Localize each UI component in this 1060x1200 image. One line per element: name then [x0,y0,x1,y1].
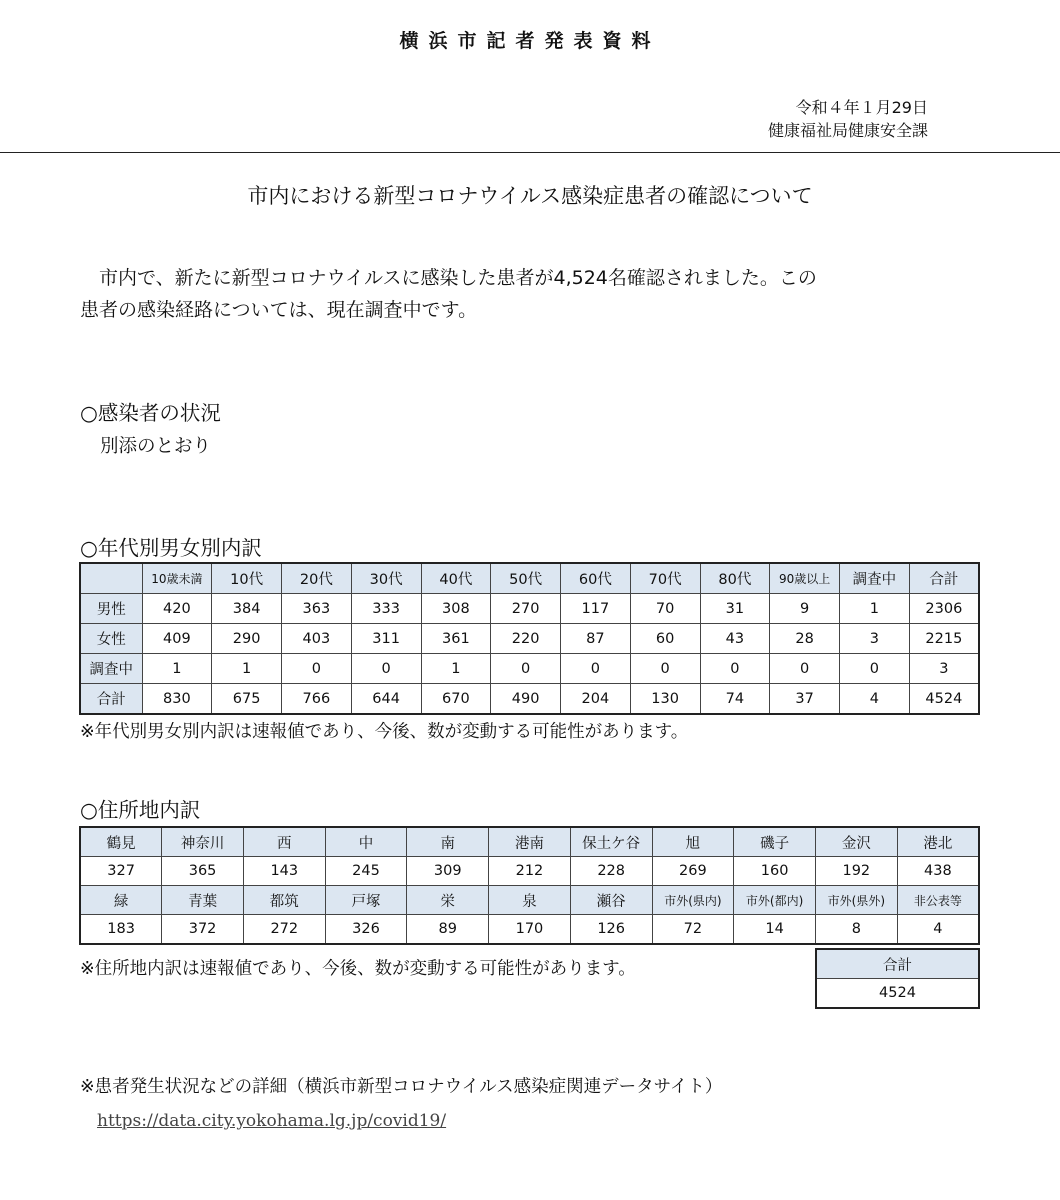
ward-count: 183 [80,915,162,945]
header-divider [0,152,1060,153]
total-label: 合計 [816,949,979,979]
column-header: 70代 [630,563,700,594]
table-cell: 1 [142,654,212,684]
ward-label: 鶴見 [80,827,162,857]
table-cell: 1 [212,654,282,684]
age-breakdown-note: ※年代別男女別内訳は速報値であり、今後、数が変動する可能性があります。 [80,722,689,742]
ward-label: 市外(県内) [652,886,734,915]
ward-count: 272 [243,915,325,945]
column-header: 10歳未満 [142,563,212,594]
age-table-header-row [80,563,979,594]
ward-count: 160 [734,857,816,886]
table-cell: 37 [770,684,840,715]
table-cell: 220 [491,624,561,654]
table-cell: 0 [491,654,561,684]
ward-label: 市外(県外) [815,886,897,915]
table-row [80,624,979,654]
table-cell: 28 [770,624,840,654]
table-cell: 644 [351,684,421,715]
ward-label: 磯子 [734,827,816,857]
ward-count: 170 [489,915,571,945]
department-name: 健康福祉局健康安全課 [767,121,928,140]
ward-count: 212 [489,857,571,886]
table-cell: 384 [212,594,282,624]
infected-status-heading: ○感染者の状況 [80,401,221,425]
ward-count: 126 [570,915,652,945]
column-header: 調査中 [840,563,910,594]
ward-label: 旭 [652,827,734,857]
table-cell: 87 [561,624,631,654]
table-cell: 363 [282,594,352,624]
table-cell: 117 [561,594,631,624]
table-cell: 43 [700,624,770,654]
table-cell: 0 [351,654,421,684]
table-cell: 74 [700,684,770,715]
column-header: 20代 [282,563,352,594]
table-cell: 0 [840,654,910,684]
address-total-table [815,948,980,1009]
table-cell: 270 [491,594,561,624]
table-cell: 0 [770,654,840,684]
ward-label: 神奈川 [162,827,244,857]
ward-label: 泉 [489,886,571,915]
ward-label: 中 [325,827,407,857]
ward-count: 326 [325,915,407,945]
column-header: 80代 [700,563,770,594]
table-cell: 409 [142,624,212,654]
table-cell: 670 [421,684,491,715]
column-header: 60代 [561,563,631,594]
intro-paragraph [80,262,960,326]
ward-label: 西 [243,827,325,857]
table-cell: 60 [630,624,700,654]
table-row [80,654,979,684]
table-cell: 290 [212,624,282,654]
table-cell: 308 [421,594,491,624]
details-note: ※患者発生状況などの詳細（横浜市新型コロナウイルス感染症関連データサイト） [80,1077,723,1097]
table-cell: 333 [351,594,421,624]
table-cell: 2215 [909,624,979,654]
row-label: 男性 [80,594,142,624]
address-label-row [80,827,979,857]
ward-label: 戸塚 [325,886,407,915]
intro-line-1: 市内で、新たに新型コロナウイルスに感染した患者が4,524名確認されました。この [99,267,817,289]
table-cell: 4524 [909,684,979,715]
table-cell: 31 [700,594,770,624]
ward-label: 非公表等 [897,886,979,915]
table-cell: 1 [421,654,491,684]
table-cell: 2306 [909,594,979,624]
age-gender-table [79,562,980,715]
row-label: 女性 [80,624,142,654]
ward-count: 438 [897,857,979,886]
table-cell: 70 [630,594,700,624]
row-label: 調査中 [80,654,142,684]
table-cell: 311 [351,624,421,654]
ward-count: 327 [80,857,162,886]
table-cell: 403 [282,624,352,654]
ward-label: 南 [407,827,489,857]
ward-label: 金沢 [815,827,897,857]
ward-count: 192 [815,857,897,886]
ward-count: 14 [734,915,816,945]
intro-line-2: 患者の感染経路については、現在調査中です。 [80,299,478,321]
table-cell: 675 [212,684,282,715]
table-row [80,684,979,715]
ward-count: 269 [652,857,734,886]
table-cell: 361 [421,624,491,654]
table-cell: 490 [491,684,561,715]
table-cell: 9 [770,594,840,624]
age-breakdown-heading: ○年代別男女別内訳 [80,536,262,560]
ward-count: 89 [407,915,489,945]
ward-label: 緑 [80,886,162,915]
table-cell: 766 [282,684,352,715]
table-cell: 3 [840,624,910,654]
ward-count: 309 [407,857,489,886]
table-cell: 3 [909,654,979,684]
ward-count: 8 [815,915,897,945]
data-site-link[interactable]: https://data.city.yokohama.lg.jp/covid19/ [97,1111,447,1131]
column-header: 90歳以上 [770,563,840,594]
column-header: 合計 [909,563,979,594]
address-value-row [80,857,979,886]
ward-count: 228 [570,857,652,886]
infected-status-body: 別添のとおり [100,436,212,457]
ward-count: 365 [162,857,244,886]
ward-label: 瀬谷 [570,886,652,915]
table-cell: 130 [630,684,700,715]
ward-count: 245 [325,857,407,886]
ward-label: 港北 [897,827,979,857]
column-header: 50代 [491,563,561,594]
ward-label: 都筑 [243,886,325,915]
total-header-row [816,949,979,979]
column-header: 10代 [212,563,282,594]
ward-count: 143 [243,857,325,886]
table-cell: 204 [561,684,631,715]
ward-count: 72 [652,915,734,945]
table-cell: 1 [840,594,910,624]
column-header: 40代 [421,563,491,594]
table-row [80,594,979,624]
total-value-row [816,979,979,1009]
document-title: 市内における新型コロナウイルス感染症患者の確認について [247,184,813,208]
ward-label: 栄 [407,886,489,915]
row-label: 合計 [80,684,142,715]
table-cell: 830 [142,684,212,715]
table-cell: 0 [700,654,770,684]
ward-count: 4 [897,915,979,945]
table-cell: 0 [630,654,700,684]
table-cell: 0 [282,654,352,684]
table-cell: 4 [840,684,910,715]
date-department-block [768,96,928,142]
address-breakdown-heading: ○住所地内訳 [80,798,201,822]
ward-label: 港南 [489,827,571,857]
table-corner-cell [80,563,142,594]
column-header: 30代 [351,563,421,594]
address-label-row [80,886,979,915]
address-value-row [80,915,979,945]
total-value: 4524 [816,979,979,1009]
press-release-header: 横浜市記者発表資料 [399,30,661,52]
ward-label: 青葉 [162,886,244,915]
ward-label: 市外(都内) [734,886,816,915]
release-date: 令和４年１月29日 [795,98,928,117]
address-table [79,826,980,945]
ward-count: 372 [162,915,244,945]
address-breakdown-note: ※住所地内訳は速報値であり、今後、数が変動する可能性があります。 [80,959,636,979]
ward-label: 保土ケ谷 [570,827,652,857]
table-cell: 0 [561,654,631,684]
table-cell: 420 [142,594,212,624]
